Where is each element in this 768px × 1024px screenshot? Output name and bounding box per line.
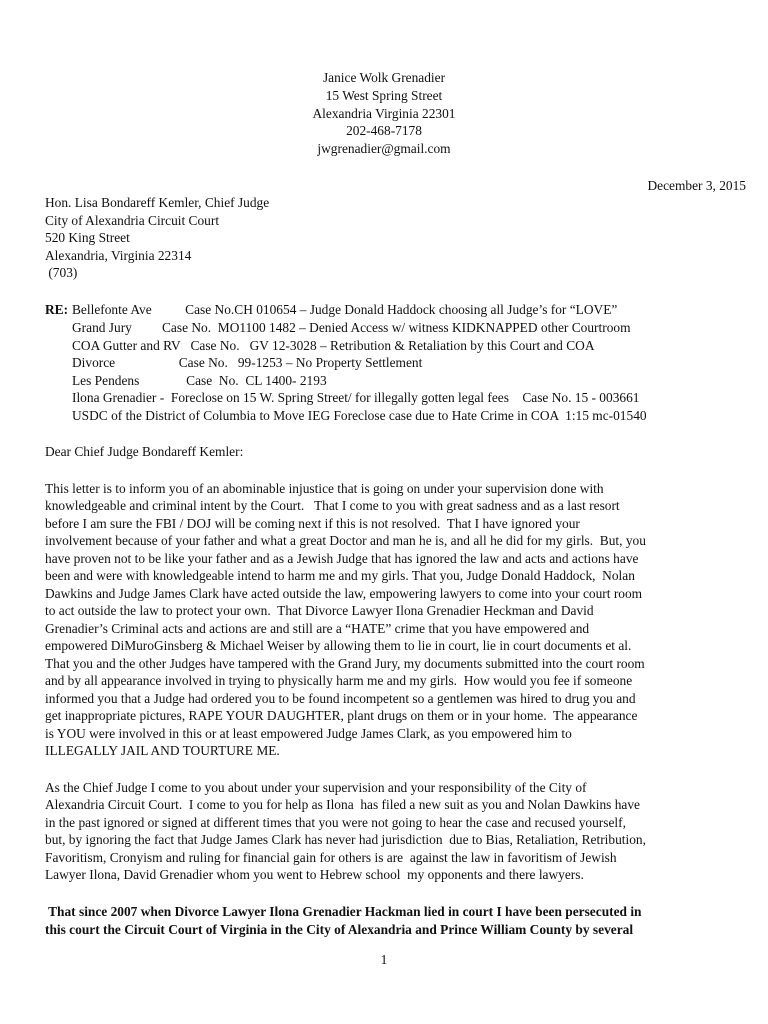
recipient-line: City of Alexandria Circuit Court xyxy=(45,213,220,228)
bold-body-line: That since 2007 when Divorce Lawyer Ilona Grenadier Hackman lied in court I have been persecuted in xyxy=(45,904,642,919)
body-line: Grenadier’s Criminal acts and actions are and still are a “HATE” crime that you have empowered and xyxy=(45,621,590,636)
body-line: knowledgeable and criminal intent by the Court. That I come to you with great sadness and as a last resort xyxy=(45,498,620,513)
page-number: 1 xyxy=(380,952,388,967)
body-line: in the past ignored or signed at different times that you were not going to hear the case and recused yourself, xyxy=(45,815,626,830)
re-line: COA Gutter and RV Case No. GV 12-3028 – Retribution & Retaliation by this Court and COA xyxy=(72,338,595,353)
sender-name: Janice Wolk Grenadier xyxy=(322,70,446,85)
salutation: Dear Chief Judge Bondareff Kemler: xyxy=(45,444,244,459)
sender-city: Alexandria Virginia 22301 xyxy=(312,106,456,121)
sender-street: 15 West Spring Street xyxy=(325,88,443,103)
recipient-line: Hon. Lisa Bondareff Kemler, Chief Judge xyxy=(45,195,270,210)
recipient-line: 520 King Street xyxy=(45,230,130,245)
re-line: Ilona Grenadier - Foreclose on 15 W. Spring Street/ for illegally gotten legal fees Case No. 15 - 003661 xyxy=(72,390,640,405)
body-line: and by all appearance involved in trying to physically harm me and my girls. How would you fee if someone xyxy=(45,673,633,688)
body-line: Alexandria Circuit Court. I come to you for help as Ilona has filed a new suit as you and Nolan Dawkins have xyxy=(45,797,640,812)
body-line: informed you that a Judge had ordered you to be found incompetent so a gentlemen was hired to drug you and xyxy=(45,691,636,706)
body-line: involvement because of your father and what a great Doctor and man he is, and all he did for my girls. But, you xyxy=(45,533,646,548)
re-line: Grand Jury Case No. MO1100 1482 – Denied Access w/ witness KIDKNAPPED other Courtroom xyxy=(72,320,631,335)
re-label: RE: xyxy=(45,302,69,317)
body-line: have proven not to be like your father and as a Jewish Judge that has ignored the law and acts and actions have xyxy=(45,551,639,566)
body-line: Favoritism, Cronyism and ruling for financial gain for others is are against the law in favoritism of Jewish xyxy=(45,850,617,865)
body-line: empowered DiMuroGinsberg & Michael Weiser by allowing them to lie in court, lie in court documents et al. xyxy=(45,638,632,653)
re-line: Divorce Case No. 99-1253 – No Property Settlement xyxy=(72,355,423,370)
body-line: This letter is to inform you of an abominable injustice that is going on under your supervision done with xyxy=(45,481,604,496)
body-line: Dawkins and Judge James Clark have acted outside the law, empowering lawyers to come into your court room xyxy=(45,586,643,601)
re-line: USDC of the District of Columbia to Move IEG Foreclose case due to Hate Crime in COA 1:15 mc-01540 xyxy=(72,408,647,423)
body-line: to act outside the law to protect your own. That Divorce Lawyer Ilona Grenadier Heckman and David xyxy=(45,603,594,618)
body-line: before I am sure the FBI / DOJ will be coming next if this is not resolved. That I have ignored your xyxy=(45,516,580,531)
body-line: been and were with knowledgeable intend to harm me and my girls. That you, Judge Donald Haddock, Nolan xyxy=(45,568,635,583)
re-line: Les Pendens Case No. CL 1400- 2193 xyxy=(72,373,327,388)
recipient-line: (703) xyxy=(45,265,78,280)
sender-phone: 202-468-7178 xyxy=(346,123,422,138)
body-line: get inappropriate pictures, RAPE YOUR DAUGHTER, plant drugs on them or in your home. The appearance xyxy=(45,708,638,723)
re-line: Bellefonte Ave Case No.CH 010654 – Judge Donald Haddock choosing all Judge’s for “LOVE” xyxy=(72,302,618,317)
body-line: Lawyer Ilona, David Grenadier whom you went to Hebrew school my opponents and there lawyers. xyxy=(45,867,584,882)
body-line: That you and the other Judges have tampered with the Grand Jury, my documents submitted into the court room xyxy=(45,656,645,671)
body-line: ILLEGALLY JAIL AND TOURTURE ME. xyxy=(45,743,280,758)
body-line: is YOU were involved in this or at least empowered Judge James Clark, as you empowered him to xyxy=(45,726,572,741)
body-line: As the Chief Judge I come to you about under your supervision and your responsibility of the City of xyxy=(45,780,587,795)
recipient-line: Alexandria, Virginia 22314 xyxy=(45,248,192,263)
sender-email: jwgrenadier@gmail.com xyxy=(317,141,451,156)
letter-date: December 3, 2015 xyxy=(647,178,746,193)
body-line: but, by ignoring the fact that Judge James Clark has never had jurisdiction due to Bias, Retaliation, Retribution, xyxy=(45,832,646,847)
bold-body-line: this court the Circuit Court of Virginia in the City of Alexandria and Prince William County by several xyxy=(45,922,634,937)
